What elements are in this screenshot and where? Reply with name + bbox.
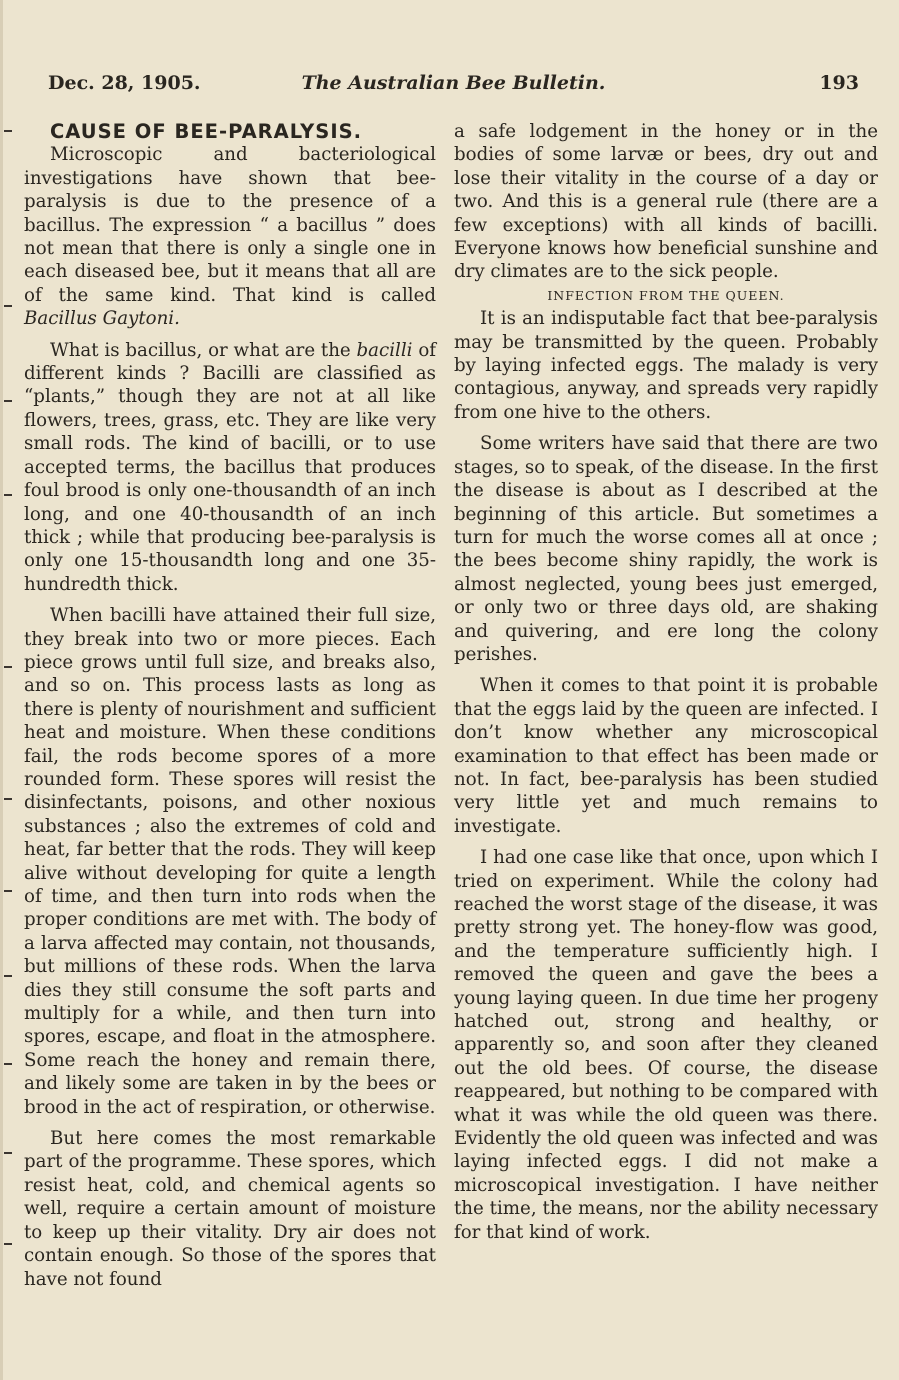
article-title: CAUSE OF BEE-PARALYSIS. [50, 120, 363, 143]
paragraph-2-text-b: of different kinds ? Bacilli are classified as “plants,” though they are not at all like flowers, trees, grass, etc. They are like very small rods. The kind of bacilli, or to use accepted terms, the bacillus that produces foul brood is only one-thousandth of an inch long, and one 40-thousandth of an inch thick ; while that producing bee-paralysis is only one 15-thousandth long and one 35-hundredth thick. [24, 339, 436, 595]
paragraph-8: When it comes to that point it is probable that the eggs laid by the queen are infected. I don’t know whether any microscopical examination to that effect has been made or not. In fact, bee-paralysis has been studied very little yet and much remains to investigate. [454, 675, 878, 837]
section-subheading: INFECTION FROM THE QUEEN. [547, 287, 785, 303]
left-column [24, 120, 436, 1291]
running-header [48, 72, 859, 102]
bacilli-italic: bacilli [356, 339, 413, 361]
margin-mark [4, 130, 12, 132]
page-spine-shadow [0, 0, 3, 1380]
margin-mark [4, 305, 12, 307]
margin-mark [4, 1152, 12, 1154]
paragraph-4: But here comes the most remarkable part of the programme. These spores, which resist heat, cold, and chemical agents so well, require a certain amount of moisture to keep up their vitality. Dry air does not contain enough. So those of the spores that have not found [24, 1128, 436, 1290]
header-page-number: 193 [819, 72, 859, 94]
margin-mark [4, 890, 12, 892]
margin-mark [4, 975, 12, 977]
margin-mark [4, 400, 12, 402]
margin-mark [4, 494, 12, 496]
margin-mark [4, 666, 12, 668]
right-column [454, 120, 878, 1244]
paragraph-2-text-a: What is bacillus, or what are the [50, 339, 351, 361]
paragraph-5: a safe lodgement in the honey or in the bodies of some larvæ or bees, dry out and lose their vitality in the course of a day or two. And this is a general rule (there are a few exceptions) with all kinds of bacilli. Everyone knows how beneficial sunshine and dry climates are to the sick people. [454, 121, 878, 283]
margin-mark [4, 1063, 12, 1065]
header-date: Dec. 28, 1905. [48, 72, 201, 94]
paragraph-7: Some writers have said that there are two stages, so to speak, of the disease. In the first the disease is about as I described at the beginning of this article. But sometimes a turn for much the worse comes all at once ; the bees become shiny rapidly, the work is almost neglected, young bees just emerged, or only two or three days old, are shaking and quivering, and ere long the colony perishes. [454, 433, 878, 665]
paragraph-9: I had one case like that once, upon which I tried on experiment. While the colony had reached the worst stage of the disease, it was pretty strong yet. The honey-flow was good, and the temperature sufficiently high. I removed the queen and gave the bees a young laying queen. In due time her progeny hatched out, strong and healthy, or apparently so, and soon after they cleaned out the old bees. Of course, the disease reappeared, but nothing to be compared with what it was while the old queen was there. Evidently the old queen was infected and was laying infected eggs. I did not make a microscopical investigation. I have neither the time, the means, nor the ability necessary for that kind of work. [454, 847, 878, 1243]
species-name: Bacillus Gaytoni. [24, 308, 180, 330]
margin-mark [4, 798, 12, 800]
margin-mark [4, 1243, 12, 1245]
paragraph-3: When bacilli have attained their full size, they break into two or more pieces. Each piece grows until full size, and breaks also, and so on. This process lasts as long as there is plenty of nourishment and sufficient heat and moisture. When these conditions fail, the rods become spores of a more rounded form. These spores will resist the disinfectants, poisons, and other noxious substances ; also the extremes of cold and heat, far better that the rods. They will keep alive without developing for quite a length of time, and then turn into rods when the proper conditions are met with. The body of a larva affected may contain, not thousands, but millions of these rods. When the larva dies they still consume the soft parts and multiply for a while, and then turn into spores, escape, and float in the atmosphere. Some reach the honey and remain there, and likely some are taken in by the bees or brood in the act of respiration, or otherwise. [24, 605, 436, 1118]
paragraph-6: It is an indisputable fact that bee-paralysis may be transmitted by the queen. Probably by laying infected eggs. The malady is very contagious, anyway, and spreads very rapidly from one hive to the others. [454, 308, 878, 423]
paragraph-1 [24, 143, 436, 330]
header-journal-title: The Australian Bee Bulletin. [301, 72, 606, 94]
paragraph-2 [24, 339, 436, 596]
paragraph-1-text: Microscopic and bacteriological investigations have shown that bee-paralysis is due to the presence of a bacillus. The expression “ a bacillus ” does not mean that there is only a single one in each diseased bee, but it means that all are of the same kind. That kind is called [24, 144, 436, 306]
